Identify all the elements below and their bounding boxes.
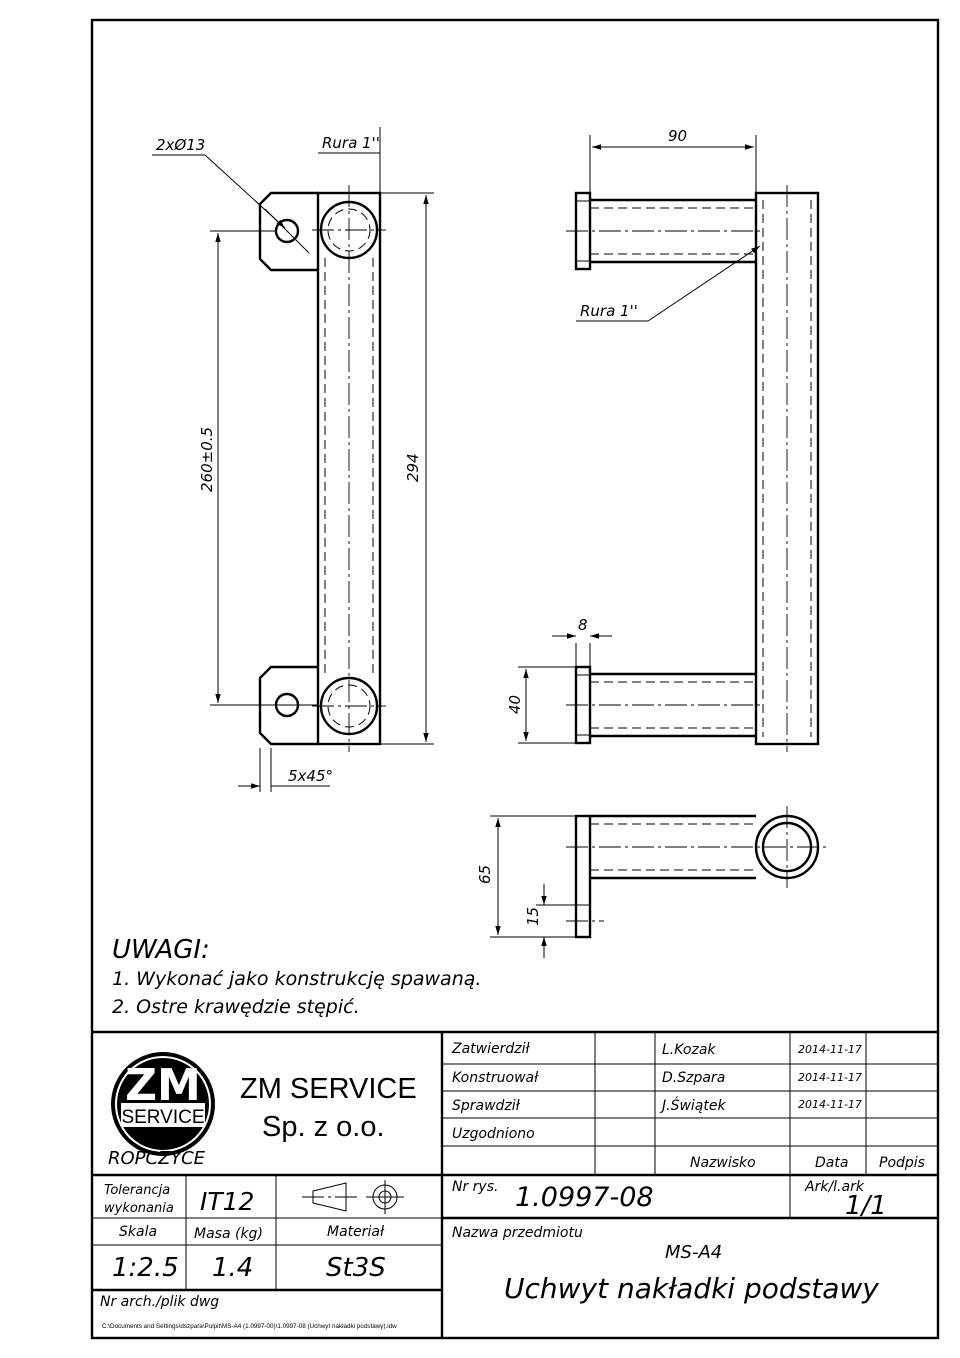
scale-value: 1:2.5	[112, 1253, 179, 1283]
approved-date: 2014-11-17	[798, 1043, 862, 1056]
tolerance-value: IT12	[200, 1187, 255, 1216]
designed-by-label: Konstruował	[452, 1070, 539, 1086]
tolerance-label: Tolerancja	[104, 1183, 171, 1198]
projection-symbol	[302, 1180, 404, 1214]
dimension-90: 90	[668, 127, 688, 145]
svg-text:SERVICE: SERVICE	[121, 1107, 205, 1128]
approved-by-name: L.Kozak	[662, 1042, 716, 1058]
item-name-label: Nazwa przedmiotu	[452, 1225, 583, 1241]
front-view	[152, 127, 434, 792]
file-path: C:\Documents and Settings\dszpara\Pulpit\MS-A4 (1.0997-00)\1.0997-08 (Uchwyt nakładki podstawy).idw	[102, 1323, 397, 1330]
dimension-65: 65	[476, 864, 494, 884]
company-city: ROPCZYCE	[108, 1148, 206, 1169]
mass-value: 1.4	[212, 1253, 254, 1283]
notes-heading: UWAGI:	[112, 935, 210, 965]
approved-by-label: Zatwierdził	[452, 1041, 530, 1057]
dimension-260: 260±0.5	[198, 426, 216, 492]
dimension-8: 8	[578, 616, 588, 634]
assembly-code: MS-A4	[665, 1242, 723, 1263]
tolerance-label-2: wykonania	[104, 1201, 174, 1216]
pipe-label-right: Rura 1''	[580, 302, 638, 320]
svg-text:ZM: ZM	[125, 1060, 201, 1111]
dimension-15: 15	[524, 906, 542, 926]
drawing-number: 1.0997-08	[515, 1182, 654, 1213]
dimension-40: 40	[506, 694, 524, 714]
checked-by-name: J.Świątek	[662, 1098, 726, 1114]
surname-column: Nazwisko	[690, 1155, 756, 1171]
designed-date: 2014-11-17	[798, 1071, 862, 1084]
mass-label: Masa (kg)	[194, 1226, 263, 1242]
checked-by-label: Sprawdził	[452, 1098, 520, 1114]
sheet-label: Ark/l.ark	[805, 1179, 864, 1195]
material-label: Materiał	[327, 1224, 385, 1240]
pipe-label-top: Rura 1''	[322, 134, 380, 152]
archive-label: Nr arch./plik dwg	[100, 1294, 220, 1310]
sheet-value: 1/1	[845, 1191, 887, 1221]
signature-column: Podpis	[879, 1155, 925, 1171]
company-legal-form: Sp. z o.o.	[262, 1111, 385, 1143]
chamfer-dimension: 5x45°	[288, 767, 334, 785]
company-name: ZM SERVICE	[240, 1073, 417, 1105]
checked-date: 2014-11-17	[798, 1098, 862, 1111]
agreed-label: Uzgodniono	[452, 1126, 535, 1142]
holes-dimension: 2xØ13	[156, 136, 206, 154]
item-name: Uchwyt nakładki podstawy	[504, 1272, 879, 1305]
material-value: St3S	[326, 1253, 386, 1283]
date-column: Data	[815, 1155, 849, 1171]
note-2: 2. Ostre krawędzie stępić.	[112, 996, 360, 1018]
dimension-294: 294	[404, 453, 422, 482]
note-1: 1. Wykonać jako konstrukcję spawaną.	[112, 968, 482, 990]
drawing-number-label: Nr rys.	[452, 1179, 499, 1195]
top-view	[518, 135, 818, 752]
designed-by-name: D.Szpara	[662, 1070, 726, 1086]
company-logo	[111, 1052, 215, 1156]
side-view	[490, 806, 826, 958]
scale-label: Skala	[119, 1224, 158, 1240]
